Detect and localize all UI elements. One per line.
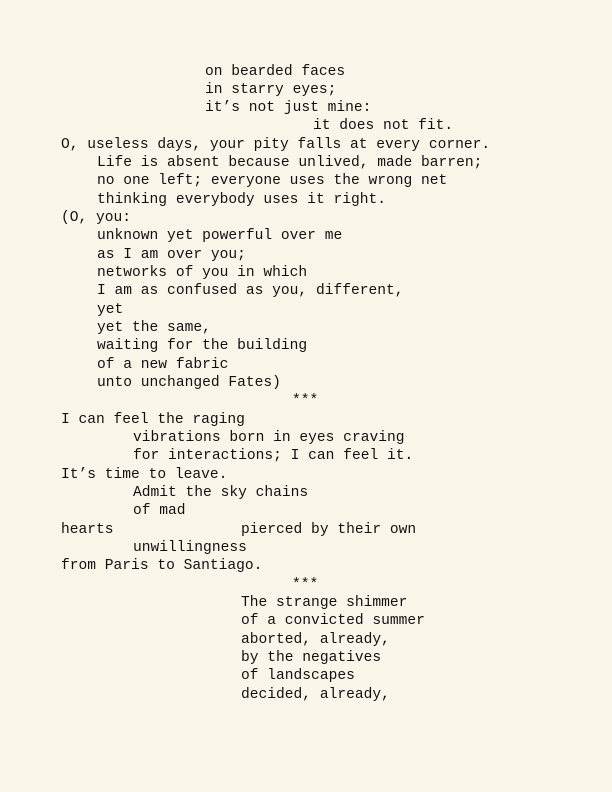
poem-line: unknown yet powerful over me [97,228,343,244]
poem-line: no one left; everyone uses the wrong net [97,173,448,189]
poem-line: as I am over you; [97,247,246,263]
poem-line: yet [97,302,124,318]
poem-line: unto unchanged Fates) [97,375,281,391]
poem-line: by the negatives [241,650,382,666]
poem-line: in starry eyes; [205,82,337,98]
poem-line: yet the same, [97,320,211,336]
poem-line: it’s not just mine: [205,100,372,116]
poem-line: thinking everybody uses it right. [97,192,387,208]
section-divider: *** [292,577,319,593]
poem-line: hearts [61,522,114,538]
poem-line: of a convicted summer [241,613,425,629]
poem-line: from Paris to Santiago. [61,558,263,574]
poem-line: The strange shimmer [241,595,408,611]
section-divider: *** [292,393,319,409]
poem-line: on bearded faces [205,64,346,80]
poem-line: I can feel the raging [61,412,245,428]
poem-line: Life is absent because unlived, made barren; [97,155,483,171]
poem-line: vibrations born in eyes craving [133,430,405,446]
poem-line: O, useless days, your pity falls at every corner. [61,137,491,153]
poem-line: waiting for the building [97,338,308,354]
poem-line: of mad [133,503,186,519]
poem-line: aborted, already, [241,632,390,648]
poem-line: It’s time to leave. [61,467,228,483]
poem-line: pierced by their own [241,522,417,538]
poem-line: I am as confused as you, different, [97,283,404,299]
poem-line: for interactions; I can feel it. [133,448,414,464]
poem-line: it does not fit. [313,118,454,134]
poem-line: of landscapes [241,668,355,684]
poem-line: unwillingness [133,540,247,556]
poem-line: (O, you: [61,210,132,226]
poem-line: decided, already, [241,687,390,703]
poem-line: of a new fabric [97,357,229,373]
poem-line: Admit the sky chains [133,485,309,501]
poem-line: networks of you in which [97,265,308,281]
